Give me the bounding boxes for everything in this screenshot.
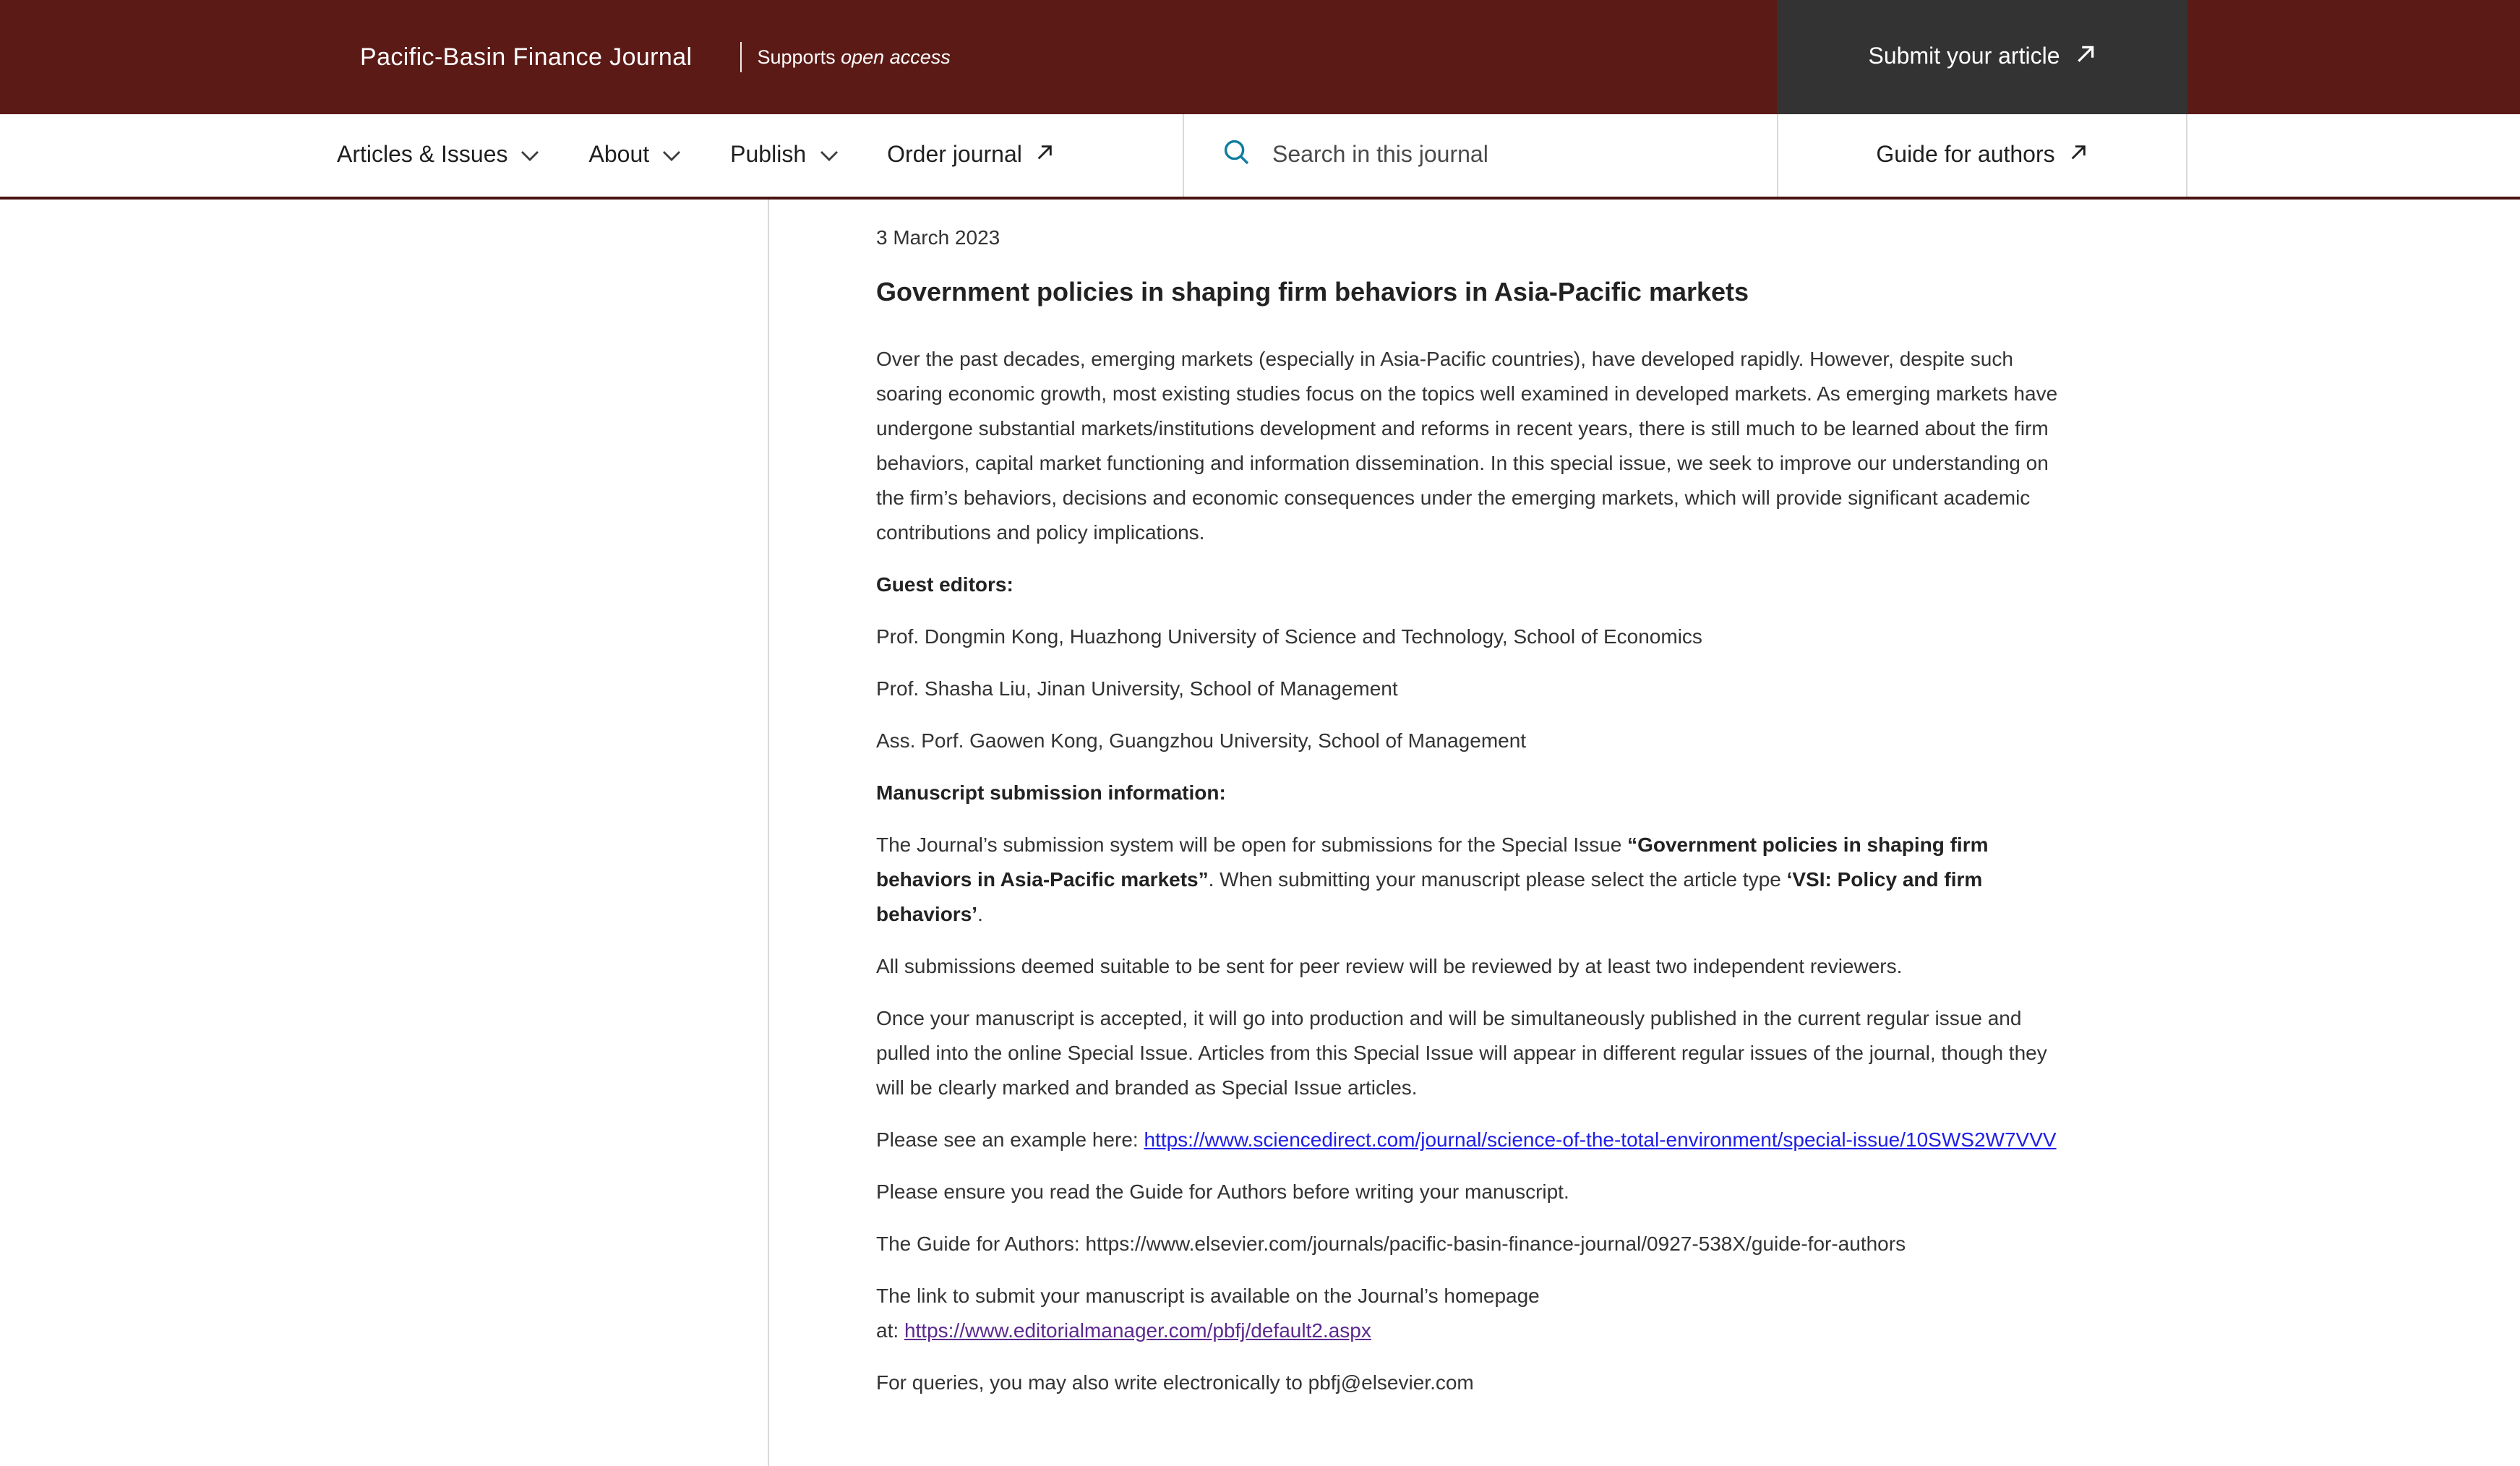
nav-item-about[interactable] [589, 142, 682, 168]
submit-your-article-button[interactable] [1777, 0, 2187, 114]
submission-text: . [977, 902, 983, 925]
external-link-arrow-icon [2075, 43, 2096, 72]
article-date: 3 March 2023 [876, 226, 1000, 249]
search-input[interactable] [1269, 141, 1709, 170]
article-type-bold: ‘VSI: Policy and firm behaviors’ [876, 867, 1983, 925]
manuscript-submission-label: Manuscript submission information: [876, 781, 1226, 804]
sciencedirect-example-link[interactable]: https://www.sciencedirect.com/journal/science-of-the-total-environment/special-issue/10SWS2W7VVV [1144, 1128, 2057, 1151]
external-link-arrow-icon [1035, 142, 1054, 168]
example-prefix: Please see an example here: [876, 1128, 1144, 1151]
journal-title: Pacific-Basin Finance Journal [360, 43, 693, 70]
production-paragraph: Once your manuscript is accepted, it will go into production and will be simultaneously published in the current regular issue and pulled into the online Special Issue. Articles from this Special Issue will appear in different regular issues of the journal, though they will be clearly marked and branded as Special Issue articles. [876, 1006, 2047, 1099]
guide-for-authors-link[interactable] [1777, 114, 2187, 197]
header-divider [740, 42, 742, 72]
submit-link-prefix: The link to submit your manuscript is available on the Journal’s homepage [876, 1284, 1540, 1307]
peer-review-paragraph: All submissions deemed suitable to be sent for peer review will be reviewed by at least two independent reviewers. [876, 954, 1903, 977]
submit-your-article-label: Submit your article [1868, 44, 2060, 69]
nav-item-publish-label: Publish [730, 142, 807, 167]
nav-item-order-journal[interactable] [887, 142, 1054, 168]
nav-item-articles-issues-label: Articles & Issues [337, 142, 508, 167]
supports-open-access [758, 46, 951, 68]
guest-editors-label: Guest editors: [876, 573, 1013, 596]
guest-editor-item: Ass. Porf. Gaowen Kong, Guangzhou University, School of Management [876, 729, 1527, 752]
chevron-down-icon [662, 142, 681, 168]
journal-nav [0, 114, 2520, 200]
submission-paragraph [876, 827, 2062, 931]
nav-item-order-journal-label: Order journal [887, 142, 1022, 167]
special-issue-article [876, 220, 2062, 1417]
chevron-down-icon [521, 142, 540, 168]
queries-paragraph: For queries, you may also write electronically to pbfj@elsevier.com [876, 1371, 1474, 1394]
external-link-arrow-icon [2070, 142, 2088, 168]
submission-text: . When submitting your manuscript please select the article type [1208, 867, 1787, 891]
nav-item-publish[interactable] [730, 142, 838, 168]
site-header [0, 0, 2520, 114]
nav-item-about-label: About [588, 142, 650, 167]
special-issue-title-bold: “Government policies in shaping firm behaviors in Asia-Pacific markets” [876, 833, 1989, 891]
guest-editor-item: Prof. Shasha Liu, Jinan University, School of Management [876, 677, 1398, 700]
nav-items [337, 114, 1054, 197]
nav-item-articles-issues[interactable] [337, 142, 540, 168]
chevron-down-icon [819, 142, 838, 168]
journal-search[interactable] [1183, 114, 1777, 197]
supports-prefix: Supports [757, 46, 836, 68]
submit-link-at: at: [876, 1319, 904, 1342]
supports-open-access-label: open access [841, 46, 951, 68]
article-title: Government policies in shaping firm behaviors in Asia-Pacific markets [876, 278, 1749, 307]
submit-link-paragraph [876, 1278, 2062, 1347]
search-icon [1223, 138, 1251, 173]
guest-editor-item: Prof. Dongmin Kong, Huazhong University of Science and Technology, School of Economics [876, 625, 1702, 648]
main-area [0, 200, 2520, 1466]
left-column [0, 200, 768, 1466]
intro-paragraph: Over the past decades, emerging markets (especially in Asia-Pacific countries), have developed rapidly. However, despite such soaring economic growth, most existing studies focus on the topics well examined in developed markets. As emerging markets have undergone substantial markets/institutions development and reforms in recent years, there is still much to be learned about the firm behaviors, capital market functioning and information dissemination. In this special issue, we seek to improve our understanding on the firm’s behaviors, decisions and economic consequences under the emerging markets, which will provide significant academic contributions and policy implications. [876, 347, 2058, 544]
journal-branding [360, 0, 951, 114]
editorial-manager-link[interactable]: https://www.editorialmanager.com/pbfj/default2.aspx [904, 1319, 1371, 1342]
guide-for-authors-paragraph: The Guide for Authors: https://www.elsevier.com/journals/pacific-basin-finance-journal/0927-538X/guide-for-authors [876, 1232, 1906, 1255]
guide-for-authors-label: Guide for authors [1876, 142, 2055, 167]
guide-note-paragraph: Please ensure you read the Guide for Authors before writing your manuscript. [876, 1180, 1569, 1203]
submission-text: The Journal’s submission system will be open for submissions for the Special Issue [876, 833, 1628, 856]
example-paragraph [876, 1122, 2062, 1157]
content-left-divider [768, 200, 769, 1466]
